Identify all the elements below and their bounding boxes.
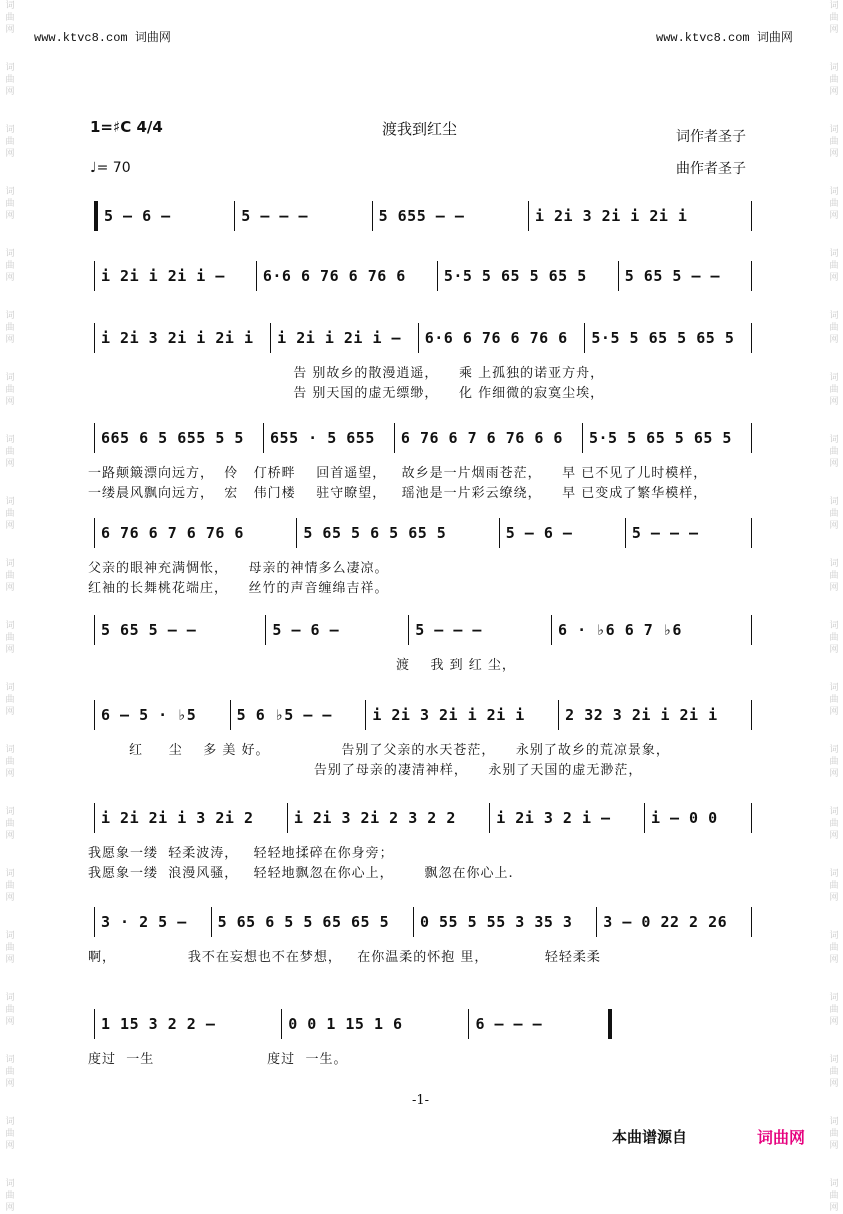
watermark-text: 词曲网 [829, 807, 839, 841]
measure: 5 65 5 – – [624, 267, 721, 285]
measure: 0 0 1 15 1 6 [288, 1015, 403, 1033]
lyric-line: 我愿象一缕 浪漫风骚， 轻轻地飘忽在你心上， 飘忽在你心上. [88, 866, 514, 881]
measure: 5 – 6 – [272, 621, 340, 639]
measure: 6 – – – [475, 1015, 543, 1033]
source-label: 本曲谱源自 [612, 1128, 688, 1146]
barline [608, 1009, 612, 1039]
measure: i 2i 2i i 3 2i 2 [101, 809, 254, 827]
lyric-line: 红 尘 多 美 好。 告别了父亲的水天苍茫， 永别了故乡的荒凉景象， [88, 743, 670, 758]
measure: 2 32 3 2i i 2i i [565, 706, 718, 724]
barline [94, 1009, 95, 1039]
song-title: 渡我到红尘 [382, 120, 458, 138]
watermark-text: 词曲网 [829, 993, 839, 1027]
barline [94, 803, 95, 833]
composer-credit: 曲作者圣子 [676, 161, 746, 177]
music-line [88, 515, 758, 551]
measure: 5 65 6 5 5 65 65 5 [217, 913, 390, 931]
barline [499, 518, 500, 548]
barline [751, 700, 752, 730]
watermark-text: 词曲网 [829, 435, 839, 469]
barline [230, 700, 231, 730]
watermark-text: 词曲网 [829, 249, 839, 283]
barline [751, 261, 752, 291]
watermark-text: 词曲网 [829, 1, 839, 35]
measure: i 2i i 2i i – [101, 267, 225, 285]
lyric-line: 一缕晨风飘向远方， 宏 伟门楼 驻守瞭望， 瑶池是一片彩云缭绕， 早 已变成了繁华模样， [88, 486, 708, 501]
measure: 5·5 5 65 5 65 5 [591, 329, 735, 347]
watermark-text: 词曲网 [829, 311, 839, 345]
watermark-text: 词曲网 [5, 559, 15, 593]
watermark-text: 词曲网 [5, 63, 15, 97]
watermark-text: 词曲网 [829, 373, 839, 407]
watermark-text: 词曲网 [5, 683, 15, 717]
barline [551, 615, 552, 645]
measure: 6·6 6 76 6 76 6 [262, 267, 406, 285]
barline [94, 615, 95, 645]
watermark-text: 词曲网 [829, 621, 839, 655]
lyric-line: 红袖的长舞桃花端庄， 丝竹的声音缠绵吉祥。 [88, 581, 389, 596]
measure: 5·5 5 65 5 65 5 [443, 267, 587, 285]
barline [287, 803, 288, 833]
barline [644, 803, 645, 833]
watermark-text: 词曲网 [5, 869, 15, 903]
barline [94, 518, 95, 548]
measure: 5 – 6 – [505, 524, 573, 542]
barline [751, 907, 752, 937]
measure: 5 – – – [241, 207, 309, 225]
watermark-text: 词曲网 [5, 1179, 15, 1213]
barline [394, 423, 395, 453]
measure: 6·6 6 76 6 76 6 [424, 329, 568, 347]
barline [265, 615, 266, 645]
barline [618, 261, 619, 291]
watermark-text: 词曲网 [829, 63, 839, 97]
watermark-text: 词曲网 [829, 869, 839, 903]
measure: 3 · 2 5 – [101, 913, 187, 931]
barline [372, 201, 373, 231]
lyricist-credit: 词作者圣子 [676, 129, 746, 145]
music-line [88, 612, 758, 648]
measure: 5 65 5 – – [101, 621, 197, 639]
key-signature: 1=♯C 4/4 [90, 118, 163, 136]
music-line [88, 420, 758, 456]
watermark-text: 词曲网 [829, 187, 839, 221]
barline [94, 700, 95, 730]
watermark-text: 词曲网 [5, 745, 15, 779]
barline [408, 615, 409, 645]
lyric-line: 一路颠簸漂向远方， 伶 仃桥畔 回首遥望， 故乡是一片烟雨苍茫， 早 已不见了儿时模样， [88, 466, 708, 481]
lyric-line: 告 别故乡的散漫逍遥， 乘 上孤独的诺亚方舟， [88, 366, 605, 381]
measure: 5 – – – [415, 621, 482, 639]
measure: i 2i 3 2 i – [496, 809, 611, 827]
measure: 5·5 5 65 5 65 5 [588, 429, 732, 447]
watermark-text: 词曲网 [829, 1117, 839, 1151]
watermark-text: 词曲网 [5, 249, 15, 283]
watermark-text: 词曲网 [829, 559, 839, 593]
barline [365, 700, 366, 730]
music-line [88, 198, 758, 234]
barline [296, 518, 297, 548]
barline [582, 423, 583, 453]
lyric-line: 告 别天国的虚无缥缈， 化 作细微的寂寞尘埃， [88, 386, 605, 401]
barline [270, 323, 271, 353]
measure: 655 · 5 655 [270, 429, 375, 447]
barline [584, 323, 585, 353]
watermark-text: 词曲网 [5, 187, 15, 221]
watermark-column-right [826, 0, 842, 1213]
measure: 5 65 5 6 5 65 5 [303, 524, 447, 542]
lyric-line: 我愿象一缕 轻柔波涛， 轻轻地揉碎在你身旁； [88, 846, 394, 861]
watermark-text: 词曲网 [829, 745, 839, 779]
barline [256, 261, 257, 291]
watermark-text: 词曲网 [5, 373, 15, 407]
watermark-text: 词曲网 [829, 931, 839, 965]
measure: i 2i 3 2i 2 3 2 2 [293, 809, 456, 827]
watermark-text: 词曲网 [829, 683, 839, 717]
watermark-text: 词曲网 [5, 497, 15, 531]
barline [413, 907, 414, 937]
measure: i 2i 3 2i i 2i i [101, 329, 254, 347]
lyric-line: 度过 一生 度过 一生。 [88, 1052, 348, 1067]
barline [94, 907, 95, 937]
measure: 665 6 5 655 5 5 [101, 429, 244, 447]
watermark-text: 词曲网 [5, 125, 15, 159]
site-logo: 词曲网 [757, 1128, 806, 1147]
watermark-text: 词曲网 [829, 1055, 839, 1089]
measure: 6 76 6 7 6 76 6 6 [400, 429, 563, 447]
music-line [88, 904, 758, 940]
barline [94, 261, 95, 291]
barline [234, 201, 235, 231]
barline [281, 1009, 282, 1039]
music-line [88, 800, 758, 836]
measure: 5 – 6 – [104, 207, 171, 225]
barline [437, 261, 438, 291]
barline [211, 907, 212, 937]
measure: i – 0 0 [650, 809, 718, 827]
tempo-marking: ♩= 70 [90, 160, 131, 176]
barline [625, 518, 626, 548]
measure: 5 – – – [631, 524, 699, 542]
barline [596, 907, 597, 937]
barline [94, 201, 98, 231]
barline [94, 423, 95, 453]
lyric-line: 啊， 我不在妄想也不在梦想， 在你温柔的怀抱 里， 轻轻柔柔 [88, 950, 601, 965]
measure: 6 · ♭6 6 7 ♭6 [558, 621, 682, 639]
measure: i 2i i 2i i – [277, 329, 402, 347]
music-line [88, 1006, 618, 1042]
lyric-line: 父亲的眼神充满惆怅， 母亲的神情多么凄凉。 [88, 561, 389, 576]
barline [468, 1009, 469, 1039]
watermark-text: 词曲网 [5, 807, 15, 841]
watermark-text: 词曲网 [5, 621, 15, 655]
watermark-text: 词曲网 [5, 311, 15, 345]
measure: i 2i 3 2i i 2i i [534, 207, 688, 225]
barline [751, 423, 752, 453]
barline [751, 803, 752, 833]
barline [558, 700, 559, 730]
site-header-left: www.ktvc8.com 词曲网 [34, 31, 171, 45]
watermark-text: 词曲网 [829, 1179, 839, 1213]
music-line [88, 320, 758, 356]
watermark-text: 词曲网 [5, 435, 15, 469]
watermark-text: 词曲网 [829, 497, 839, 531]
measure: 5 655 – – [378, 207, 465, 225]
watermark-text: 词曲网 [5, 1117, 15, 1151]
barline [94, 323, 95, 353]
measure: 6 76 6 7 6 76 6 [101, 524, 244, 542]
barline [528, 201, 529, 231]
barline [751, 201, 752, 231]
watermark-column-left [2, 0, 18, 1213]
barline [263, 423, 264, 453]
watermark-text: 词曲网 [5, 1, 15, 35]
watermark-text: 词曲网 [5, 993, 15, 1027]
music-line [88, 258, 758, 294]
measure: 0 55 5 55 3 35 3 [419, 913, 573, 931]
measure: 3 – 0 22 2 26 [603, 913, 728, 931]
measure: 5 6 ♭5 – – [236, 706, 332, 724]
barline [489, 803, 490, 833]
measure: 6 – 5 · ♭5 [101, 706, 197, 724]
site-header-right: www.ktvc8.com 词曲网 [656, 31, 793, 45]
watermark-text: 词曲网 [5, 931, 15, 965]
measure: 1 15 3 2 2 – [101, 1015, 216, 1033]
barline [751, 615, 752, 645]
watermark-text: 词曲网 [829, 125, 839, 159]
watermark-text: 词曲网 [5, 1055, 15, 1089]
barline [751, 518, 752, 548]
page-number: -1- [412, 1093, 430, 1108]
music-line [88, 697, 758, 733]
barline [418, 323, 419, 353]
lyric-line: 渡 我 到 红 尘， [88, 658, 516, 673]
barline [751, 323, 752, 353]
measure: i 2i 3 2i i 2i i [372, 706, 525, 724]
lyric-line: 告别了母亲的凄清神样， 永别了天国的虚无渺茫， [88, 763, 643, 778]
